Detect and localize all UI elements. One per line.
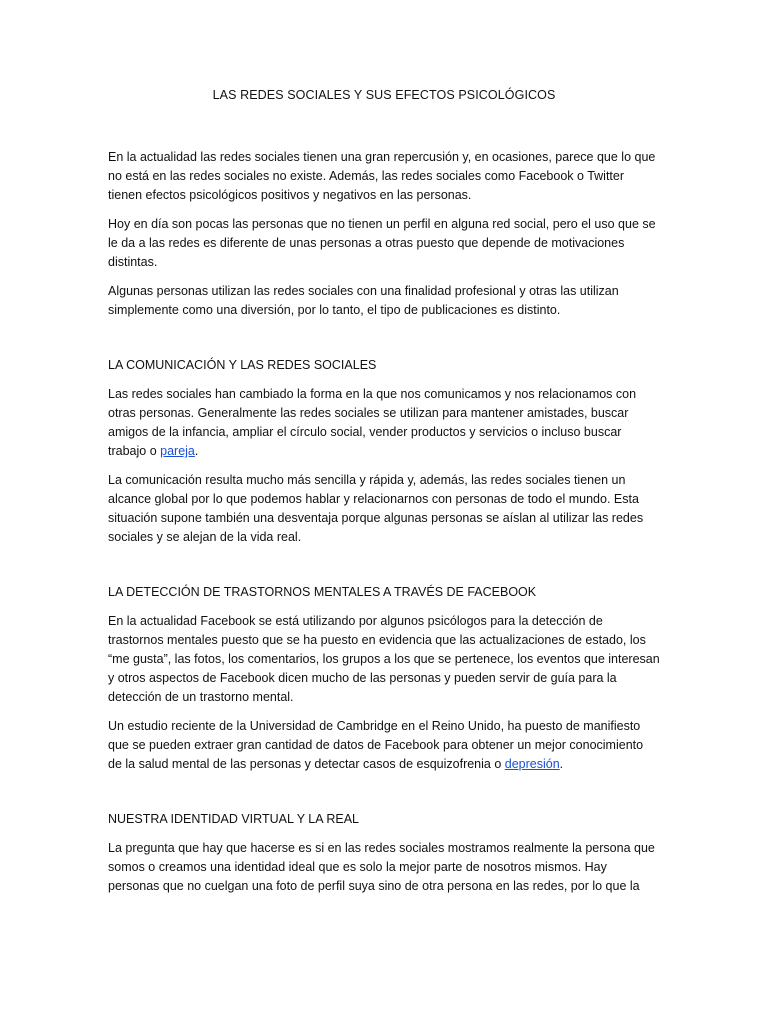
deteccion-paragraph-1: En la actualidad Facebook se está utilizando por algunos psicólogos para la detección de trastornos mentales puesto que se ha puesto en evidencia que las actualizaciones de estado, los “me gusta”, las fotos, los comentarios, los grupos a los que se pertenece, los eventos que interesan y otros aspectos de Facebook dicen mucho de las personas y pueden servir de guía para la detección de un trastorno mental.: [108, 614, 660, 704]
comunicacion-paragraph-2: La comunicación resulta mucho más sencilla y rápida y, además, las redes sociales tienen un alcance global por lo que podemos hablar y relacionarnos con personas de todo el mundo. Esta situación supone también una desventaja porque algunas personas se aíslan al utilizar las redes sociales y se alejan de la vida real.: [108, 473, 644, 544]
section-heading-deteccion: LA DETECCIÓN DE TRASTORNOS MENTALES A TRAVÉS DE FACEBOOK: [108, 585, 537, 599]
comunicacion-paragraph-1-text: Las redes sociales han cambiado la forma en la que nos comunicamos y nos relacionamos con otras personas. Generalmente las redes sociales se utilizan para mantener amistades, buscar amigos de la infancia, ampliar el círculo social, vender productos y servicios o incluso buscar trabajo o: [108, 387, 637, 458]
comunicacion-paragraph-1-end: .: [194, 444, 199, 458]
section-spacer: [108, 557, 660, 583]
intro-paragraph-3: Algunas personas utilizan las redes sociales con una finalidad profesional y otras las utilizan simplemente como una diversión, por lo tanto, el tipo de publicaciones es distinto.: [108, 284, 619, 317]
depresion-link[interactable]: depresión: [504, 757, 560, 771]
pareja-link[interactable]: pareja: [160, 444, 195, 458]
identidad-paragraph-1: La pregunta que hay que hacerse es si en las redes sociales mostramos realmente la persona que somos o creamos una identidad ideal que es solo la mejor parte de nosotros mismos. Hay personas que no cuelgan una foto de perfil suya sino de otra persona en las redes, por lo que la: [108, 841, 655, 893]
intro-paragraph-2: Hoy en día son pocas las personas que no tienen un perfil en alguna red social, pero el uso que se le da a las redes es diferente de unas personas a otras puesto que depende de motivaciones distintas.: [108, 217, 656, 269]
deteccion-paragraph-2-text: Un estudio reciente de la Universidad de Cambridge en el Reino Unido, ha puesto de manifiesto que se pueden extraer gran cantidad de datos de Facebook para obtener un mejor conocimiento de la salud mental de las personas y detectar casos de esquizofrenia o: [108, 719, 644, 771]
comunicacion-paragraph-1: [108, 385, 660, 461]
section-heading-comunicacion: LA COMUNICACIÓN Y LAS REDES SOCIALES: [108, 358, 377, 372]
document-title: LAS REDES SOCIALES Y SUS EFECTOS PSICOLÓGICOS: [212, 88, 556, 102]
intro-paragraph-1: En la actualidad las redes sociales tienen una gran repercusión y, en ocasiones, parece que lo que no está en las redes sociales no existe. Además, las redes sociales como Facebook o Twitter tienen efectos psicológicos positivos y negativos en las personas.: [108, 150, 656, 202]
section-spacer: [108, 330, 660, 356]
deteccion-paragraph-2-end: .: [559, 757, 564, 771]
deteccion-paragraph-2: [108, 717, 660, 774]
section-spacer: [108, 784, 660, 810]
section-heading-identidad: NUESTRA IDENTIDAD VIRTUAL Y LA REAL: [108, 812, 360, 826]
